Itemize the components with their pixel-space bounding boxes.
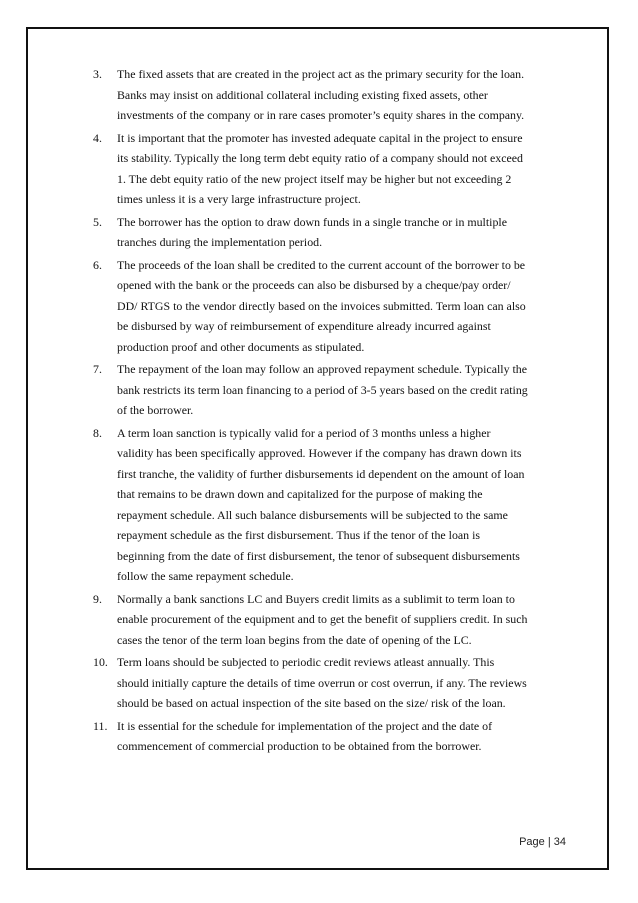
text-line: enable procurement of the equipment and to get the benefit of suppliers credit. In such: [117, 612, 528, 626]
text-line: should initially capture the details of time overrun or cost overrun, if any. The reviews: [117, 675, 527, 690]
text-line: A term loan sanction is typically valid for a period of 3 months unless a higher: [117, 425, 491, 440]
text-line: its stability. Typically the long term debt equity ratio of a company should not exceed: [117, 151, 523, 165]
list-item: [93, 652, 573, 714]
text-line: first tranche, the validity of further disbursements id dependent on the amount of loan: [117, 466, 525, 481]
list-item: [93, 589, 573, 651]
text-line: The fixed assets that are created in the project act as the primary security for the loan.: [117, 67, 525, 81]
text-line: The repayment of the loan may follow an approved repayment schedule. Typically the: [117, 362, 528, 376]
list-item: [93, 128, 573, 210]
text-line: commencement of commercial production to be obtained from the borrower.: [117, 739, 482, 753]
text-line: Term loans should be subjected to periodic credit reviews atleast annually. This: [117, 655, 495, 669]
text-line: should be based on actual inspection of the site based on the size/ risk of the loan.: [117, 696, 506, 710]
item-number: 10.: [93, 655, 108, 669]
text-line: opened with the bank or the proceeds can also be disbursed by a cheque/pay order/: [117, 278, 511, 292]
item-number: 5.: [93, 214, 102, 229]
document-body: [93, 64, 573, 759]
text-line: investments of the company or in rare cases promoter’s equity shares in the company.: [117, 108, 525, 122]
text-line: Normally a bank sanctions LC and Buyers credit limits as a sublimit to term loan to: [117, 591, 515, 606]
item-number: 9.: [93, 591, 102, 606]
item-number: 6.: [93, 257, 102, 272]
text-line: tranches during the implementation period.: [117, 235, 323, 249]
item-number: 3.: [93, 67, 102, 81]
list-item: [93, 716, 573, 757]
text-line: cases the tenor of the term loan begins from the date of opening of the LC.: [117, 632, 472, 647]
text-line: beginning from the date of first disbursement, the tenor of subsequent disbursements: [117, 548, 520, 563]
text-line: repayment schedule as the first disbursement. Thus if the tenor of the loan is: [117, 528, 481, 542]
text-line: 1. The debt equity ratio of the new project itself may be higher but not exceeding 2: [117, 171, 512, 186]
text-line: DD/ RTGS to the vendor directly based on the invoices submitted. Term loan can also: [117, 298, 526, 313]
list-item: [93, 212, 573, 253]
text-line: The proceeds of the loan shall be credited to the current account of the borrower to be: [117, 257, 526, 272]
text-line: It is essential for the schedule for implementation of the project and the date of: [117, 718, 493, 733]
list-item: [93, 423, 573, 587]
text-line: It is important that the promoter has invested adequate capital in the project to ensure: [117, 130, 523, 145]
list-item: [93, 255, 573, 358]
text-line: follow the same repayment schedule.: [117, 569, 294, 583]
text-line: bank restricts its term loan financing to a period of 3-5 years based on the credit rating: [117, 382, 528, 397]
list-item: [93, 64, 573, 126]
text-line: Banks may insist on additional collateral including existing fixed assets, other: [117, 87, 488, 102]
item-number: 11.: [93, 718, 108, 733]
text-line: production proof and other documents as stipulated.: [117, 339, 365, 354]
page-number: Page | 34: [519, 836, 566, 848]
item-number: 7.: [93, 362, 102, 376]
text-line: of the borrower.: [117, 403, 194, 417]
text-line: times unless it is a very large infrastructure project.: [117, 192, 361, 206]
text-line: The borrower has the option to draw down funds in a single tranche or in multiple: [117, 214, 507, 229]
item-number: 8.: [93, 425, 102, 440]
list-item: [93, 359, 573, 421]
text-line: validity has been specifically approved. However if the company has drawn down its: [117, 446, 522, 460]
item-number: 4.: [93, 130, 102, 145]
text-line: repayment schedule. All such balance disbursements will be subjected to the same: [117, 507, 508, 522]
text-line: that remains to be drawn down and capitalized for the purpose of making the: [117, 487, 483, 501]
text-line: be disbursed by way of reimbursement of expenditure already incurred against: [117, 319, 491, 333]
